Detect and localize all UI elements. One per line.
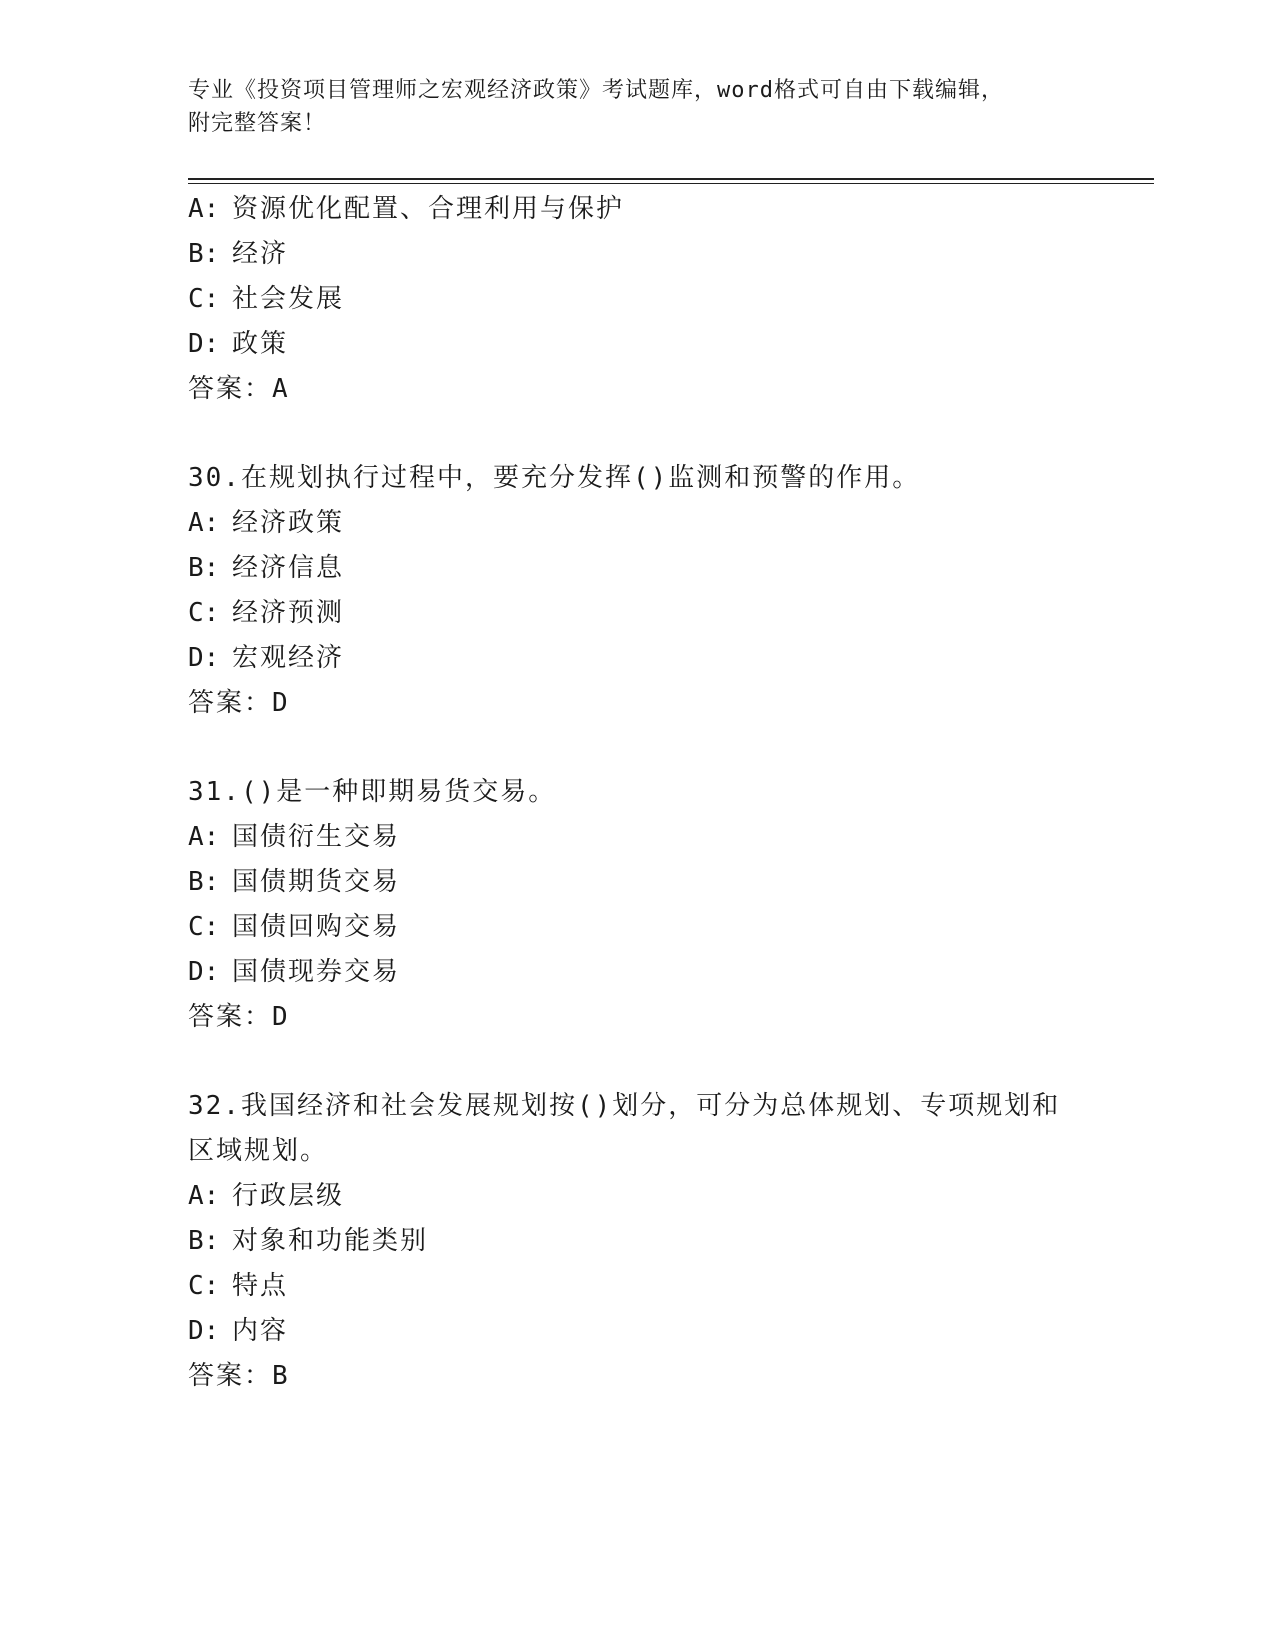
option-text: 经济 xyxy=(232,239,289,269)
option-d xyxy=(188,643,344,673)
option-a xyxy=(188,1181,344,1211)
option-letter: A: xyxy=(188,822,220,852)
option-b xyxy=(188,867,400,897)
option-text: 国债回购交易 xyxy=(232,912,401,942)
option-letter: B: xyxy=(188,867,220,897)
option-letter: C: xyxy=(188,1271,220,1301)
option-text: 内容 xyxy=(232,1316,289,1346)
option-letter: A: xyxy=(188,1181,220,1211)
option-a xyxy=(188,822,400,852)
option-letter: B: xyxy=(188,1226,220,1256)
option-text: 宏观经济 xyxy=(232,643,345,673)
option-text: 经济政策 xyxy=(232,508,345,538)
option-text: 国债现券交易 xyxy=(232,957,401,987)
question-stem: 30.在规划执行过程中，要充分发挥()监测和预警的作用。 xyxy=(188,463,921,493)
question-stem-line-1: 32.我国经济和社会发展规划按()划分，可分为总体规划、专项规划和 xyxy=(188,1091,1061,1121)
answer-line xyxy=(188,1002,290,1032)
option-text: 经济信息 xyxy=(232,553,345,583)
option-letter: D: xyxy=(188,1316,220,1346)
option-letter: D: xyxy=(188,643,220,673)
answer-value: D xyxy=(272,688,290,718)
header-line-2: 附完整答案！ xyxy=(188,111,327,136)
option-a xyxy=(188,508,344,538)
option-text: 行政层级 xyxy=(232,1181,345,1211)
option-c xyxy=(188,284,344,314)
option-d xyxy=(188,957,400,987)
answer-value: A xyxy=(272,374,290,404)
option-letter: B: xyxy=(188,239,220,269)
option-text: 社会发展 xyxy=(232,284,345,314)
option-b xyxy=(188,1226,428,1256)
option-text: 对象和功能类别 xyxy=(232,1226,429,1256)
answer-value: B xyxy=(272,1361,290,1391)
option-d xyxy=(188,329,288,359)
answer-label: 答案： xyxy=(188,374,273,404)
option-c xyxy=(188,912,400,942)
answer-label: 答案： xyxy=(188,1002,273,1032)
answer-line xyxy=(188,374,290,404)
answer-label: 答案： xyxy=(188,1361,273,1391)
option-letter: D: xyxy=(188,329,220,359)
answer-label: 答案： xyxy=(188,688,273,718)
option-letter: A: xyxy=(188,508,220,538)
option-letter: C: xyxy=(188,912,220,942)
header-rule-thin xyxy=(188,183,1154,184)
option-letter: A: xyxy=(188,194,220,224)
option-b xyxy=(188,239,288,269)
option-letter: D: xyxy=(188,957,220,987)
option-letter: C: xyxy=(188,598,220,628)
option-a xyxy=(188,194,624,224)
option-c xyxy=(188,598,344,628)
option-letter: B: xyxy=(188,553,220,583)
option-c xyxy=(188,1271,288,1301)
question-stem: 31.()是一种即期易货交易。 xyxy=(188,777,557,807)
option-letter: C: xyxy=(188,284,220,314)
question-stem-line-2: 区域规划。 xyxy=(188,1136,329,1166)
option-text: 国债衍生交易 xyxy=(232,822,401,852)
answer-value: D xyxy=(272,1002,290,1032)
option-b xyxy=(188,553,344,583)
answer-line xyxy=(188,688,290,718)
option-text: 特点 xyxy=(232,1271,289,1301)
header-rule-thick xyxy=(188,178,1154,180)
option-text: 国债期货交易 xyxy=(232,867,401,897)
option-text: 政策 xyxy=(232,329,289,359)
answer-line xyxy=(188,1361,290,1391)
header-line-1: 专业《投资项目管理师之宏观经济政策》考试题库，word格式可自由下载编辑， xyxy=(188,78,1004,103)
option-d xyxy=(188,1316,288,1346)
document-header xyxy=(188,74,1068,140)
option-text: 资源优化配置、合理利用与保护 xyxy=(232,194,625,224)
option-text: 经济预测 xyxy=(232,598,345,628)
